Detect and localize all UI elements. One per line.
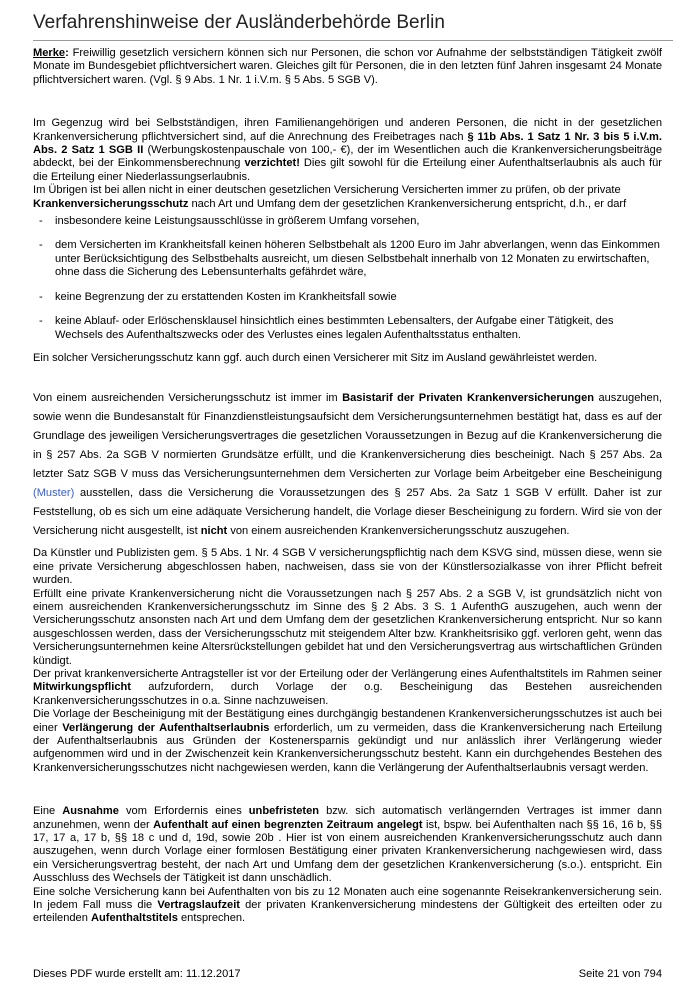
pdf-created-date: Dieses PDF wurde erstellt am: 11.12.2017	[33, 968, 241, 980]
list-item: - dem Versicherten im Krankheitsfall keinen höheren Selbstbehalt als 1200 Euro im Jahr abverlangen, wenn das Einkommen unter Berücksichtigung des Selbstbehalts ausreicht, um diesen Selbstbehalt innerhalb von 12 Monaten zu erwirtschaften, ohne dass die Sicherung des Lebensunterhalts gefährdet wäre,	[33, 239, 662, 279]
header-rule	[33, 40, 673, 41]
paragraph-verlaengerung: Die Vorlage der Bescheinigung mit der Bestätigung eines durchgängig bestandenen Krankenversicherungsschutzes ist auch bei einer Verlängerung der Aufenthaltserlaubnis erforderlich, um zu vermeiden, dass die Krankenversicherung nach Erteilung der Aufenthaltserlaubnis aus Gründen der Kostenersparnis gekündigt und nur anlässlich ihrer Verlängerung wieder aufgenommen wird und in der Zwischenzeit kein Krankenversicherungsschutz besteht. Kann ein durchgehendes Bestehen des Krankenversicherungsschutzes nicht nachgewiesen werden, kann die Verlängerung der Aufenthaltserlaubnis versagt werden.	[33, 708, 662, 774]
page-title: Verfahrenshinweise der Ausländerbehörde Berlin	[33, 12, 445, 33]
paragraph-ausnahme: Eine Ausnahme vom Erfordernis eines unbefristeten bzw. sich automatisch verlängernden Vertrages ist immer dann anzunehmen, wenn der Aufenthalt auf einen begrenzten Zeitraum angelegt ist, bspw. bei Aufenthalten nach §§ 16, 16 b, §§ 17, 17 a, 17 b, §§ 18 c und d, 19d, sowie 20b . Hier ist von einem ausreichenden Krankenversicherungsschutz auch dann auszugehen, wenn durch Vorlage einer formlosen Bestätigung einer privaten Krankenversicherung nachgewiesen wird, dass ein Versicherungsvertrag besteht, der nach Art und Umfang dem der gesetzlichen Krankenversicherung (s.o.). entspricht. Ein Ausschluss des Wechsels der Tätigkeit ist dann unschädlich.	[33, 805, 663, 885]
paragraph-private-insurance-check: Im Übrigen ist bei allen nicht in einer deutschen gesetzlichen Versicherung Versicherten immer zu prüfen, ob der private Krankenversicherungsschutz nach Art und Umfang dem der gesetzlichen Krankenversicherung entspricht, d.h., er darf	[33, 184, 627, 210]
list-item: - keine Begrenzung der zu erstattenden Kosten im Krankheitsfall sowie	[33, 291, 662, 304]
merke-label: Merke	[33, 47, 66, 59]
paragraph-mitwirkungspflicht: Der privat krankenversicherte Antragsteller ist vor der Erteilung oder der Verlängerung eines Aufenthaltstitels im Rahmen seiner Mitwirkungspflicht aufzufordern, durch Vorlage der o.g. Bescheinigung das Bestehen ausreichenden Krankenversicherungsschutzes in o.a. Sinne nachzuweisen.	[33, 667, 662, 707]
paragraph-not-sufficient: Erfüllt eine private Krankenversicherung nicht die Voraussetzungen nach § 257 Abs. 2 a SGB V, ist grundsätzlich nicht von einem ausreichenden Krankenversicherungsschutz im Sinne des § 2 Abs. 3 S. 1 AufenthG auszugehen, auch wenn der Versicherungsschutz ansonsten nach Art und dem Umfang dem der gesetzlichen Krankenversicherung entspricht. Nur so kann ausgeschlossen werden, dass der Versicherungsschutz mit steigendem Alter bzw. Krankheitsrisiko ggf. verloren geht, wenn das Versicherungsunternehmen keine Altersrückstellungen gebildet hat und den Versicherungsvertrag aus wirtschaftlichen Gründen kündigt.	[33, 587, 662, 667]
paragraph-reisekrankenversicherung: Eine solche Versicherung kann bei Aufenthalten von bis zu 12 Monaten auch eine sogenannte Reisekrankenversicherung sein. In jedem Fall muss die Vertragslaufzeit der privaten Krankenversicherung mindestens der Gültigkeit des erteilten oder zu erteilenden Aufenthaltstitels entsprechen.	[33, 885, 662, 925]
document-body	[33, 47, 662, 926]
page-header	[33, 10, 673, 41]
page-number: Seite 21 von 794	[578, 968, 662, 980]
list-item: - insbesondere keine Leistungsausschlüsse in größerem Umfang vorsehen,	[33, 215, 662, 228]
muster-link[interactable]: (Muster)	[33, 487, 75, 500]
paragraph-kuenstler: Da Künstler und Publizisten gem. § 5 Abs. 1 Nr. 4 SGB V versicherungspflichtig nach dem KSVG sind, müssen diese, wenn sie eine private Versicherung abgeschlossen haben, nachweisen, dass sie von der Künstlersozialkasse von ihrer Pflicht befreit wurden.	[33, 547, 662, 587]
paragraph-merke: Merke: Freiwillig gesetzlich versichern können sich nur Personen, die schon vor Aufnahme der selbstständigen Tätigkeit zwölf Monate im Bundesgebiet pflichtversichert waren. Gleiches gilt für Personen, die in den letzten fünf Jahren insgesamt 24 Monate pflichtversichert waren. (Vgl. § 9 Abs. 1 Nr. 1 i.V.m. § 5 Abs. 5 SGB V).	[33, 47, 662, 86]
requirements-list	[33, 215, 662, 342]
paragraph-basistarif: Von einem ausreichenden Versicherungsschutz ist immer im Basistarif der Privaten Krankenversicherungen auszugehen, sowie wenn die Bundesanstalt für Finanzdienstleistungsaufsicht dem Versicherungsunternehmen bestätigt hat, dass es auf der Grundlage des jeweiligen Versicherungsvertrages die gesetzlichen Voraussetzungen in Bezug auf die Krankenversicherung die in § 257 Abs. 2a SGB V normierten Grundsätze erfüllt, und die Krankenversicherung dies bescheinigt. Nach § 257 Abs. 2a letzter Satz SGB V muss das Versicherungsunternehmen dem Versicherten zur Vorlage beim Arbeitgeber eine Bescheinigung (Muster) ausstellen, dass die Versicherung die Voraussetzungen des § 257 Abs. 2a Satz 1 SGB V erfüllt. Daher ist zur Feststellung, ob es sich um eine adäquate Versicherung handelt, die Vorlage dieser Bescheinigung zu fordern. Wird sie von der Versicherung nicht ausgestellt, ist nicht von einem ausreichenden Krankenversicherungsschutz auszugehen.	[33, 392, 662, 538]
paragraph-foreign-insurer: Ein solcher Versicherungsschutz kann ggf. auch durch einen Versicherer mit Sitz im Ausland gewährleistet werden.	[33, 351, 598, 364]
list-item: - keine Ablauf- oder Erlöschensklausel hinsichtlich eines bestimmten Lebensalters, der Aufgabe einer Tätigkeit, des Wechsels des Aufenthaltszwecks oder des Verlustes eines legalen Aufenthaltsstatus enthalten.	[33, 315, 662, 342]
paragraph-freibetrag: Im Gegenzug wird bei Selbstständigen, ihren Familienangehörigen und anderen Personen, die nicht in der gesetzlichen Krankenversicherung pflichtversichert sind, auf die Anrechnung des Freibetrages nach § 11b Abs. 1 Satz 1 Nr. 3 bis 5 i.V.m. Abs. 2 Satz 1 SGB II (Werbungskostenpauschale von 100,- €), der im Wesentlichen auch die Krankenversicherungsbeiträge abdeckt, bei der Einkommensberechnung verzichtet! Dies gilt sowohl für die Erteilung einer Aufenthaltserlaubnis als auch für die Erteilung einer Niederlassungserlaubnis.	[33, 117, 662, 183]
